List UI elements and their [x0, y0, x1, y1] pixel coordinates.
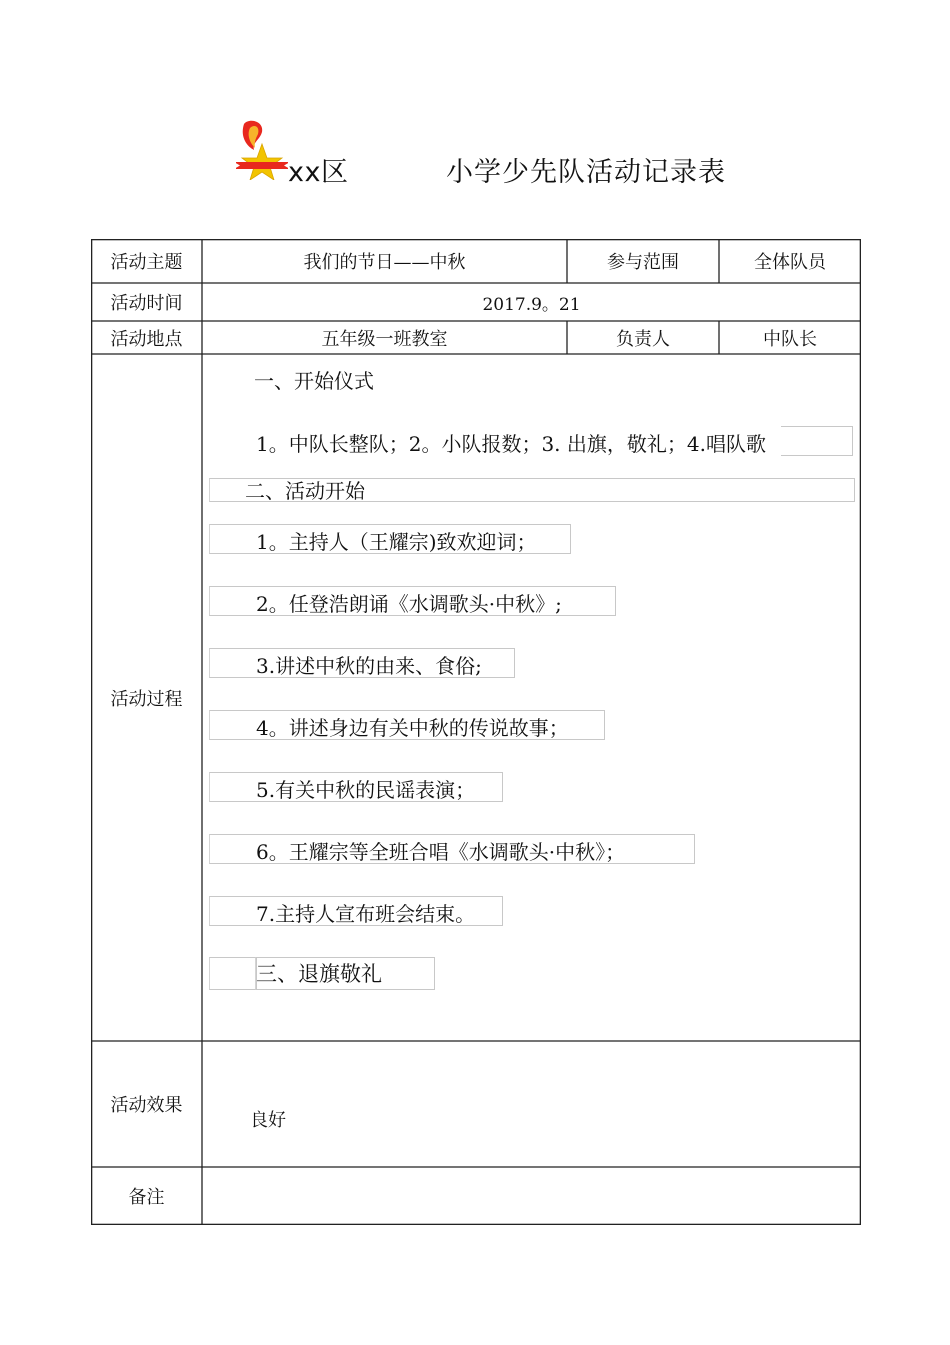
- time-value: 2017.9。21: [482, 294, 581, 315]
- page-header: [0, 0, 950, 200]
- young-pioneers-emblem-icon: [234, 118, 290, 180]
- process-label: 活动过程: [110, 688, 183, 710]
- note-value: [202, 1167, 861, 1225]
- leader-label: 负责人: [616, 328, 670, 350]
- activity-item: 5.有关中秋的民谣表演；: [256, 778, 476, 802]
- activity-item: 4。讲述身边有关中秋的传说故事；: [256, 716, 569, 740]
- activity-item: 1。主持人（王耀宗)致欢迎词；: [256, 530, 537, 554]
- district-name: xx区: [288, 157, 349, 188]
- place-value: 五年级一班教室: [321, 328, 448, 350]
- activity-record-table: [91, 239, 861, 1225]
- opening-steps: 1。中队长整队；2。小队报数；3. 出旗，敬礼；4.唱队歌: [256, 432, 766, 456]
- leader-value: 中队长: [763, 328, 817, 350]
- effect-value: 良好: [250, 1110, 286, 1131]
- activity-item: 6。王耀宗等全班合唱《水调歌头·中秋》；: [256, 840, 626, 864]
- time-label: 活动时间: [110, 293, 183, 314]
- activity-item: 3.讲述中秋的由来、食俗;: [256, 654, 482, 678]
- section-heading-activities: 二、活动开始: [245, 479, 365, 503]
- text-frame: [781, 426, 853, 456]
- effect-label: 活动效果: [110, 1095, 183, 1116]
- text-frame: [209, 957, 257, 990]
- page-title: 小学少先队活动记录表: [446, 157, 726, 188]
- section-heading-opening: 一、开始仪式: [254, 369, 374, 393]
- activity-item: 7.主持人宣布班会结束。: [256, 902, 476, 926]
- theme-label: 活动主题: [110, 252, 183, 273]
- scope-label: 参与范围: [607, 252, 679, 273]
- place-label: 活动地点: [110, 328, 183, 350]
- theme-value: 我们的节日——中秋: [303, 252, 466, 273]
- section-heading-closing: 三、退旗敬礼: [256, 962, 382, 986]
- note-label: 备注: [128, 1187, 165, 1208]
- scope-value: 全体队员: [754, 252, 826, 273]
- activity-item: 2。任登浩朗诵《水调歌头·中秋》;: [256, 592, 562, 616]
